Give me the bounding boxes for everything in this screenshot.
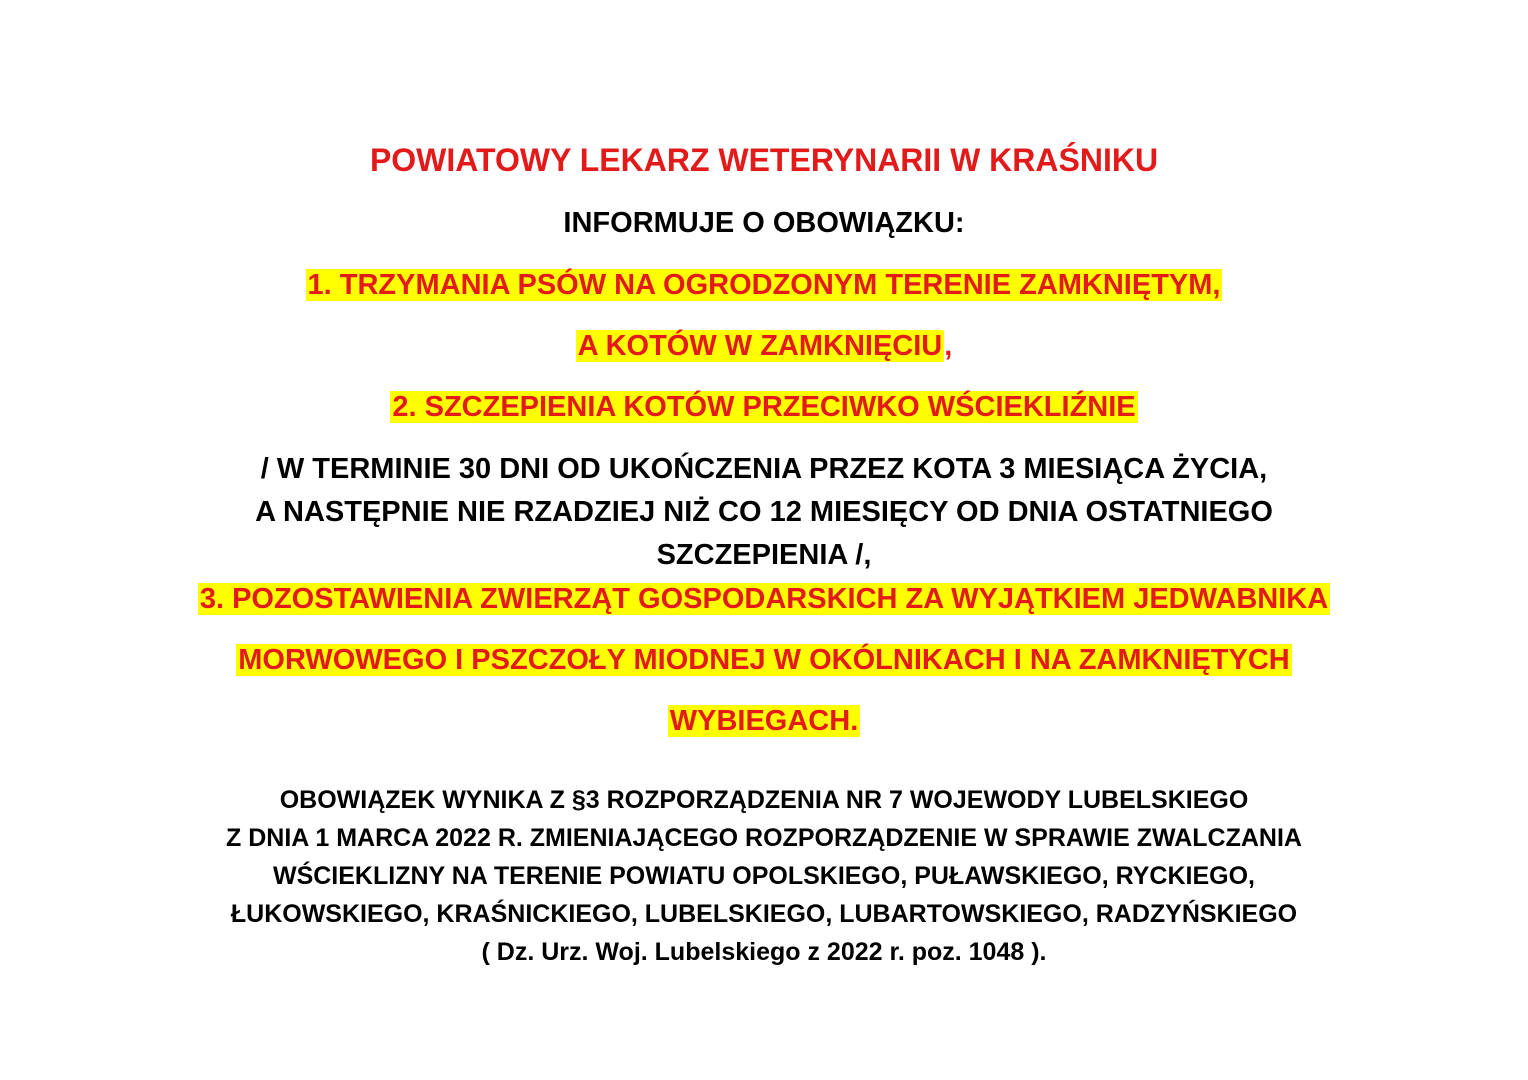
term-line-3 bbox=[0, 539, 1528, 572]
term-line-2 bbox=[0, 496, 1528, 529]
term-line-2-text: A NASTĘPNIE NIE RZADZIEJ NIŻ CO 12 MIESIĘCY OD DNIA OSTATNIEGO bbox=[255, 496, 1273, 528]
point-1-line-1 bbox=[0, 269, 1528, 302]
term-line-3-text: SZCZEPIENIA /, bbox=[656, 539, 872, 571]
point-1-line-2 bbox=[0, 330, 1528, 363]
legal-basis-citation bbox=[0, 938, 1528, 967]
point-1-line-2-text: A KOTÓW W ZAMKNIĘCIU bbox=[577, 330, 943, 362]
point-2-text: 2. SZCZEPIENIA KOTÓW PRZECIWKO WŚCIEKLIŹNIE bbox=[392, 391, 1136, 423]
point-3-line-1-text: 3. POZOSTAWIENIA ZWIERZĄT GOSPODARSKICH ZA WYJĄTKIEM JEDWABNIKA bbox=[199, 583, 1329, 615]
term-line-1-text: / W TERMINIE 30 DNI OD UKOŃCZENIA PRZEZ KOTA 3 MIESIĄCA ŻYCIA, bbox=[260, 453, 1268, 485]
document-title bbox=[0, 142, 1528, 179]
point-1-line-2-comma: , bbox=[944, 330, 953, 362]
legal-basis-line-1-text: OBOWIĄZEK WYNIKA Z §3 ROZPORZĄDZENIA NR 7 WOJEWODY LUBELSKIEGO bbox=[279, 786, 1249, 814]
term-line-1 bbox=[0, 453, 1528, 486]
legal-basis-line-2-text: Z DNIA 1 MARCA 2022 R. ZMIENIAJĄCEGO ROZPORZĄDZENIE W SPRAWIE ZWALCZANIA bbox=[226, 824, 1302, 852]
title-text: POWIATOWY LEKARZ WETERYNARII W KRAŚNIKU bbox=[369, 142, 1159, 178]
point-1-line-1-text: 1. TRZYMANIA PSÓW NA OGRODZONYM TERENIE ZAMKNIĘTYM, bbox=[307, 269, 1221, 301]
point-3-line-3 bbox=[0, 705, 1528, 738]
legal-basis-line-1 bbox=[0, 786, 1528, 815]
legal-basis-line-3 bbox=[0, 862, 1528, 891]
document-subtitle bbox=[0, 207, 1528, 240]
point-2 bbox=[0, 391, 1528, 424]
subtitle-text: INFORMUJE O OBOWIĄZKU: bbox=[563, 207, 965, 239]
point-3-line-2-text: MORWOWEGO I PSZCZOŁY MIODNEJ W OKÓLNIKACH I NA ZAMKNIĘTYCH bbox=[238, 644, 1290, 676]
point-3-line-1 bbox=[0, 583, 1528, 616]
legal-basis-line-4 bbox=[0, 900, 1528, 929]
point-3-line-2 bbox=[0, 644, 1528, 677]
legal-basis-citation-text: ( Dz. Urz. Woj. Lubelskiego z 2022 r. poz. 1048 ). bbox=[481, 938, 1047, 966]
legal-basis-line-4-text: ŁUKOWSKIEGO, KRAŚNICKIEGO, LUBELSKIEGO, LUBARTOWSKIEGO, RADZYŃSKIEGO bbox=[230, 900, 1298, 928]
legal-basis-line-2 bbox=[0, 824, 1528, 853]
point-3-line-3-text: WYBIEGACH. bbox=[669, 705, 859, 737]
legal-basis-line-3-text: WŚCIEKLIZNY NA TERENIE POWIATU OPOLSKIEGO, PUŁAWSKIEGO, RYCKIEGO, bbox=[272, 862, 1255, 890]
